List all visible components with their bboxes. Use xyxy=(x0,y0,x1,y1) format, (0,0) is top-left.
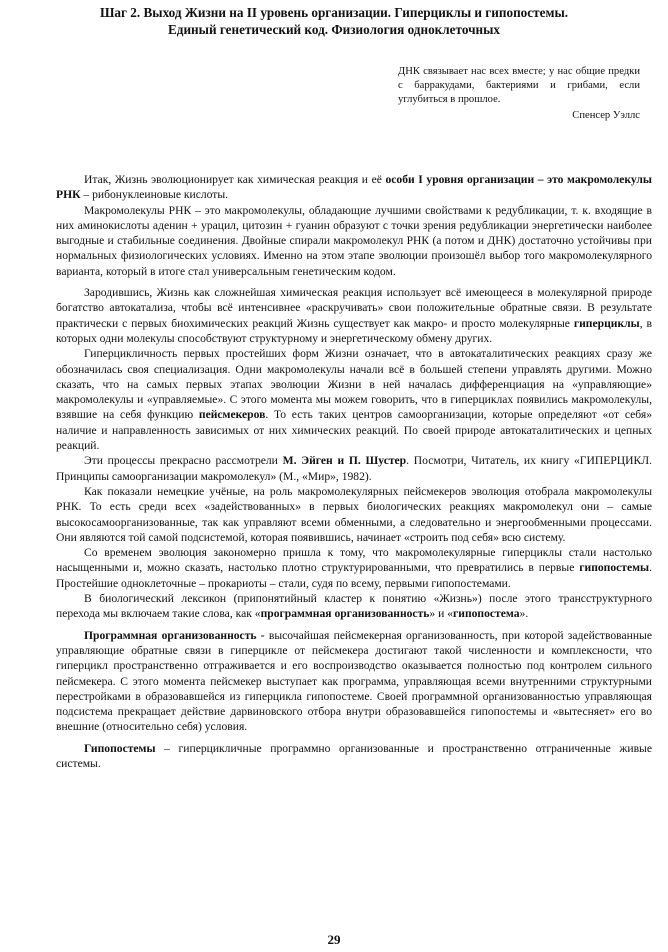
text-run: ». xyxy=(519,607,529,621)
text-run: Зародившись, Жизнь как сложнейшая химическая реакция использует всё имеющееся в молекулярной природе богатство автокатализа, чтобы всё интенсивнее «раскручивать» свои положительные обратные связи. В результате практически с первых биохимических реакций Жизнь существует как макро- и просто молекулярные xyxy=(56,286,652,330)
text-run: высочайшая пейсмекерная организованность, при которой задействованные управляющие обратные связи в гиперцикле от пейсмекера достигают такой численности и комплексности, что гиперцикл пространственно отграживается и его воспроизводство оказывается полностью под контролем сильного пейсмекера. С этого момента пейсмекер выступает как программа, управляющая всеми внутренними структурными перестройками в образовавшейся из гиперцикла гипопостеме. Своей программной организованностью управляющая подсистема прекращает действие дарвиновского отбора внутри образовавшейся гипопостемы и «вытесняет» его во внешние (относительно себя) условия. xyxy=(56,628,652,734)
text-run: В биологический лексикон (припонятийный кластер к понятию «Жизнь») после этого транcструктурного перехода мы включаем такие слова, как « xyxy=(56,592,652,621)
text-run: – гиперцикличные программно организованные и пространственно отграниченные живые системы. xyxy=(56,741,652,770)
page-number: 29 xyxy=(327,932,341,947)
paragraph xyxy=(56,203,652,279)
text-run: Как показали немецкие учёные, на роль макромолекулярных пейсмекеров эволюция отобрала макромолекулы РНК. То есть среди всех «задействованных» в первых биологических реакциях макромолекул они – самые высокосамоорганизованные, так как управляют всеми обменными, а следовательно и энергообменными процессами. Они являются той самой подсистемой, которая появившись, начинает «строить под себя» всю систему. xyxy=(56,484,652,544)
text-run: Гиперцикличность первых простейших форм Жизни означает, что в автокаталитических реакциях сразу же обозначилась своя специализация. Одни макромолекулы начали всё в большей степени управлять другими. Можно сказать, что на самых первых этапах эволюции Жизни в ней началась дифференциация на «управляющие» макромолекулы и «управляемые». С этого момента мы можем говорить, что в гиперциклах появились макромолекулы, взявшие на себя функцию xyxy=(56,347,652,422)
text-run: Со временем эволюция закономерно пришла к тому, что макромолекулярные гиперциклы стали настолько насыщенными и, можно сказать, настолько плотно структурированными, что превратились в первые xyxy=(56,546,652,575)
text-run: » и « xyxy=(429,607,454,621)
epigraph xyxy=(398,65,640,123)
title-line-1: Шаг 2. Выход Жизни на II уровень организации. Гиперциклы и гипопостемы. xyxy=(99,5,569,20)
paragraph xyxy=(56,628,652,735)
bold-term: особи I уровня организации – это макромолекулы РНК xyxy=(56,173,652,202)
paragraph xyxy=(56,591,652,622)
text-run: Итак, Жизнь эволюционирует как химическая реакция и её xyxy=(84,173,386,186)
bold-term: М. Эйген и П. Шустер xyxy=(282,454,407,468)
text-run: – рибонуклеиновые кислоты. xyxy=(80,188,229,202)
paragraph xyxy=(56,346,652,453)
paragraph xyxy=(56,285,652,346)
epigraph-text: ДНК связывает нас всех вместе; у нас общие предки с барракудами, бактериями и грибами, если углубиться в прошлое. xyxy=(398,66,640,105)
paragraph xyxy=(56,741,652,772)
text-run: Эти процессы прекрасно рассмотрели xyxy=(84,454,283,468)
bold-term: гипопостема xyxy=(453,607,520,621)
text-run: , в которых одни молекулы способствуют структурному и энергетическому обмену других. xyxy=(56,316,652,345)
bold-term: пейсмекеров xyxy=(198,408,266,422)
paragraph xyxy=(56,484,652,545)
bold-term: программная организованность xyxy=(260,607,430,621)
bold-term: гипопостемы xyxy=(579,561,650,575)
body-text xyxy=(56,172,652,771)
paragraph xyxy=(56,545,652,591)
paragraph xyxy=(56,453,652,484)
text-run: Макромолекулы РНК – это макромолекулы, обладающие лучшими свойствами к редубликации, т. к. входящие в них аминокислоты аденин + урацил, цитозин + гуанин образуют с точки зрения редубликации энергетически наиболее выгодные и стабильные соединения. Двойные спирали макромолекул РНК (а потом и ДНК) достаточно устойчивы при нормальных физиологических условиях. Именно на этом этапе эволюции произошёл выбор того макромолекулярного варианта, который в итоге стал универсальным генетическим кодом. xyxy=(56,203,652,278)
bold-term: Гипопостемы xyxy=(84,741,156,755)
bold-term: Программная организованность - xyxy=(84,628,265,642)
title-line-2: Единый генетический код. Физиология одноклеточных xyxy=(167,22,500,37)
epigraph-author: Спенсер Уэллс xyxy=(572,110,640,122)
text-run: . Посмотри, Читатель, их книгу «ГИПЕРЦИКЛ. Принципы самоорганизации макромолекул» (М., «Мир», 1982). xyxy=(56,454,653,483)
bold-term: гиперциклы xyxy=(573,316,640,330)
text-run: . То есть таких центров самоорганизации, которые определяют «от себя» наличие и направленность зависимых от них химических реакций. По своей природе автокаталитических и цепных реакций. xyxy=(56,408,653,453)
page-title xyxy=(30,4,638,38)
paragraph xyxy=(56,172,652,203)
text-run: . Простейшие одноклеточные – прокариоты – стали, судя по всему, первыми гипопостемами. xyxy=(56,561,652,590)
